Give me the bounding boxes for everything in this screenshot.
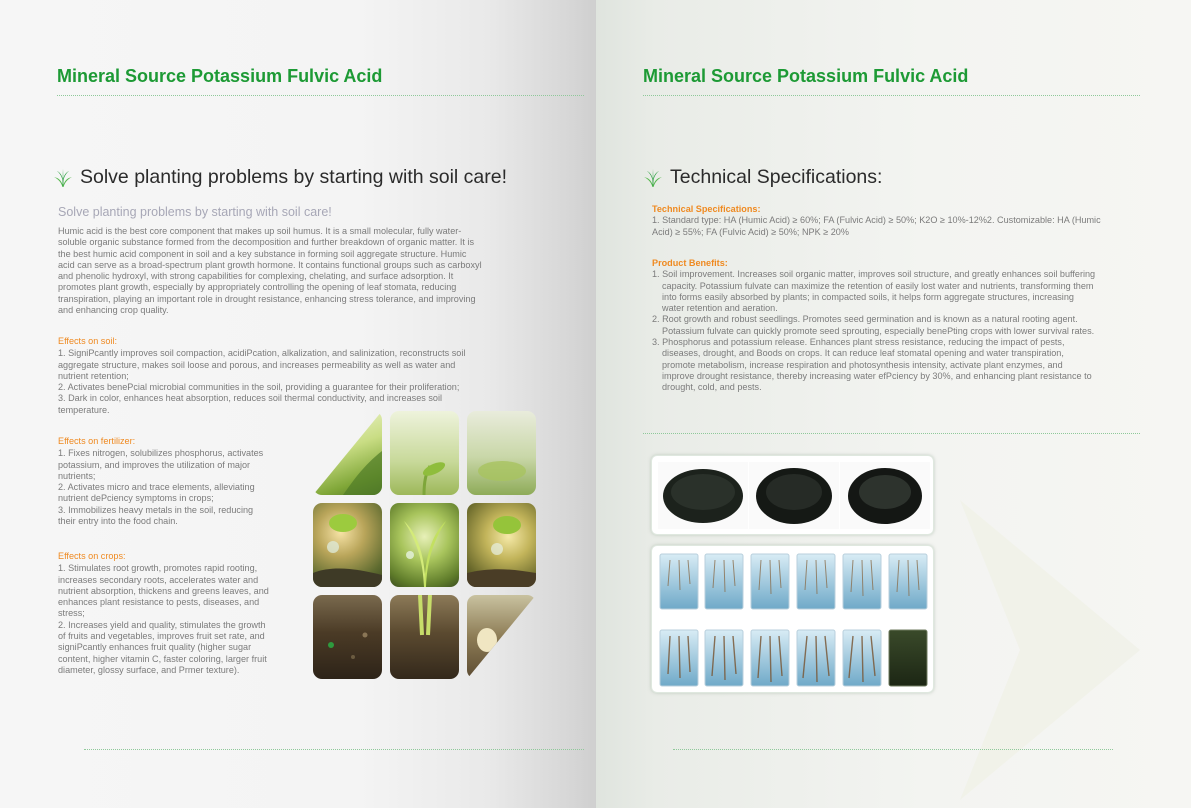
decorative-arrow-shape bbox=[940, 500, 1140, 800]
root-growth-photo-card bbox=[651, 545, 934, 693]
intro-line: promotes plant growth, especially by appropriately controlling the opening of leaf stomata, reducing bbox=[58, 282, 457, 293]
fertilizer-effects-line: nutrients; bbox=[58, 470, 96, 481]
crops-effects-line: diameter, glossy surface, and Prmer texture). bbox=[58, 664, 240, 675]
photo-tile bbox=[313, 503, 382, 587]
right-mid-divider bbox=[643, 433, 1140, 434]
fertilizer-effects-line: their entry into the food chain. bbox=[58, 516, 178, 527]
root-growth-beakers-image bbox=[652, 546, 935, 694]
benefits-label: Product Benefits: bbox=[652, 258, 728, 268]
photo-tile bbox=[390, 595, 459, 679]
left-header-title: Mineral Source Potassium Fulvic Acid bbox=[57, 66, 383, 86]
crops-effects-line: stress; bbox=[58, 608, 85, 619]
spec-line: 1. Standard type: HA (Humic Acid) ≥ 60%; FA (Fulvic Acid) ≥ 50%; K2O ≥ 10%-12%2. Customizable: HA (Humic bbox=[652, 215, 1101, 226]
benefit-line: 3. Phosphorus and potassium release. Enhances plant stress resistance, reducing the impact of pests, bbox=[652, 337, 1065, 348]
crops-effects-line: nutrient absorption, thickens and greens leaves, and bbox=[58, 585, 269, 596]
crops-effects-line: increases secondary roots, accelerates water and bbox=[58, 574, 259, 585]
spec-line: Acid) ≥ 55%; FA (Fulvic Acid) ≥ 50%; NPK ≥ 20% bbox=[652, 226, 849, 237]
crops-effects-line: 1. Stimulates root growth, promotes rapid rooting, bbox=[58, 563, 258, 574]
crops-effects-line: content, higher vitamin C, faster coloring, larger fruit bbox=[58, 653, 267, 664]
grass-leaf-icon bbox=[53, 168, 73, 188]
crops-effects bbox=[58, 551, 294, 676]
crops-effects-line: 2. Increases yield and quality, stimulates the growth bbox=[58, 619, 266, 630]
soil-effects-line: temperature. bbox=[58, 404, 110, 415]
product-benefits bbox=[652, 258, 1138, 394]
intro-line: and phenolic hydroxyl, with strong capabilities for complexing, chelating, and surface adsorption. It bbox=[58, 271, 454, 282]
intro-paragraph bbox=[58, 226, 527, 316]
powder-photo-card bbox=[651, 455, 934, 535]
intro-line: transpiration, playing an important role in drought resistance, enhancing stress tolerance, and improving bbox=[58, 293, 476, 304]
benefit-line: promote metabolism, increase respiration and photosynthesis intensity, activate plant enzymes, and bbox=[662, 359, 1063, 370]
soil-effects-line: nutrient retention; bbox=[58, 370, 129, 381]
crops-effects-line: signiPcantly enhances fruit quality (higher sugar bbox=[58, 642, 252, 653]
right-footer-divider bbox=[673, 749, 1113, 750]
left-section-title bbox=[53, 166, 507, 189]
left-header-divider bbox=[57, 95, 584, 96]
soil-effects bbox=[58, 336, 527, 416]
benefit-line: water retention and aeration. bbox=[662, 303, 778, 314]
soil-effects-line: 2. Activates benePcial microbial communities in the soil, providing a guarantee for their proliferation; bbox=[58, 382, 460, 393]
benefit-line: drought, cold, and pests. bbox=[662, 382, 762, 393]
fertilizer-effects-line: nutrient dePciency symptoms in crops; bbox=[58, 493, 214, 504]
fertilizer-effects-line: 1. Fixes nitrogen, solubilizes phosphorus, activates bbox=[58, 448, 264, 459]
intro-line: the best humic acid component in soil and a key substance in forming soil aggregate structure. Humic bbox=[58, 248, 467, 259]
crops-effects-line: enhances plant resistance to pests, diseases, and bbox=[58, 597, 260, 608]
soil-effects-label: Effects on soil: bbox=[58, 336, 117, 346]
flake-sample-image bbox=[840, 462, 930, 529]
soil-effects-line: aggregate structure, makes soil loose and porous, and increases permeability as well as water and bbox=[58, 359, 456, 370]
benefit-line: 2. Root growth and robust seedlings. Promotes seed germination and is known as a natural rooting agent. bbox=[652, 314, 1078, 325]
intro-line: acid can serve as a broad-spectrum plant growth hormone. It contains functional groups such as carboxyl bbox=[58, 259, 482, 270]
soil-effects-line: 3. Dark in color, enhances heat absorption, reduces soil thermal conductivity, and increases soil bbox=[58, 393, 442, 404]
intro-line: soluble organic substance formed from the decomposition and further breakdown of organic matter. It is bbox=[58, 237, 475, 248]
photo-tile bbox=[313, 411, 382, 495]
photo-tile bbox=[467, 595, 536, 679]
grass-leaf-icon bbox=[643, 168, 663, 188]
photo-tile bbox=[390, 411, 459, 495]
technical-specifications bbox=[652, 204, 1138, 238]
right-page bbox=[596, 0, 1191, 808]
photo-tile bbox=[313, 595, 382, 679]
fertilizer-effects-line: potassium, and improves the utilization of major bbox=[58, 459, 251, 470]
benefit-line: capacity. Potassium fulvate can maximize the retention of easily lost water and nutrients, transforming them bbox=[662, 280, 1094, 291]
intro-line: Humic acid is the best core component that makes up soil humus. It is a small molecular, fully water- bbox=[58, 226, 462, 236]
benefit-line: 1. Soil improvement. Increases soil organic matter, improves soil structure, and greatly enhances soil buffering bbox=[652, 269, 1096, 280]
photo-tile bbox=[467, 411, 536, 495]
granule-sample-image bbox=[749, 462, 839, 529]
photo-tile bbox=[390, 503, 459, 587]
fertilizer-effects-line: 2. Activates micro and trace elements, alleviating bbox=[58, 482, 255, 493]
right-section-title-text: Technical Specifications: bbox=[670, 166, 883, 188]
left-subtitle: Solve planting problems by starting with soil care! bbox=[58, 205, 332, 219]
seedling-photo-mosaic bbox=[313, 411, 536, 680]
benefit-line: improve drought resistance, thereby increasing water efPciency by 30%, and enhancing plant resistance to bbox=[662, 370, 1092, 381]
fertilizer-effects bbox=[58, 436, 294, 527]
powder-sample-image bbox=[658, 462, 748, 529]
photo-tile bbox=[467, 503, 536, 587]
benefit-line: diseases, drought, and Boods on crops. It can reduce leaf stomatal opening and water transpiration, bbox=[662, 348, 1064, 359]
intro-line: and enhancing crop quality. bbox=[58, 305, 169, 316]
fertilizer-effects-line: 3. Immobilizes heavy metals in the soil, reducing bbox=[58, 504, 254, 515]
right-section-title bbox=[643, 166, 882, 189]
crops-effects-line: of fruits and vegetables, improves fruit set rate, and bbox=[58, 631, 265, 642]
right-header-title: Mineral Source Potassium Fulvic Acid bbox=[643, 66, 969, 86]
left-section-title-text: Solve planting problems by starting with soil care! bbox=[80, 166, 508, 188]
benefit-line: Potassium fulvate can quickly promote seed sprouting, especially benePting crops with lower survival rates. bbox=[662, 325, 1095, 336]
left-footer-divider bbox=[84, 749, 584, 750]
spec-label: Technical Specifications: bbox=[652, 204, 761, 214]
crops-effects-label: Effects on crops: bbox=[58, 551, 126, 561]
right-header-divider bbox=[643, 95, 1140, 96]
fertilizer-effects-label: Effects on fertilizer: bbox=[58, 436, 136, 446]
soil-effects-line: 1. SigniPcantly improves soil compaction, acidiPcation, alkalization, and salinization, reconstructs soil bbox=[58, 348, 466, 359]
benefit-line: into forms easily absorbed by plants; in compacted soils, it helps form aggregate structures, increasing bbox=[662, 291, 1074, 302]
